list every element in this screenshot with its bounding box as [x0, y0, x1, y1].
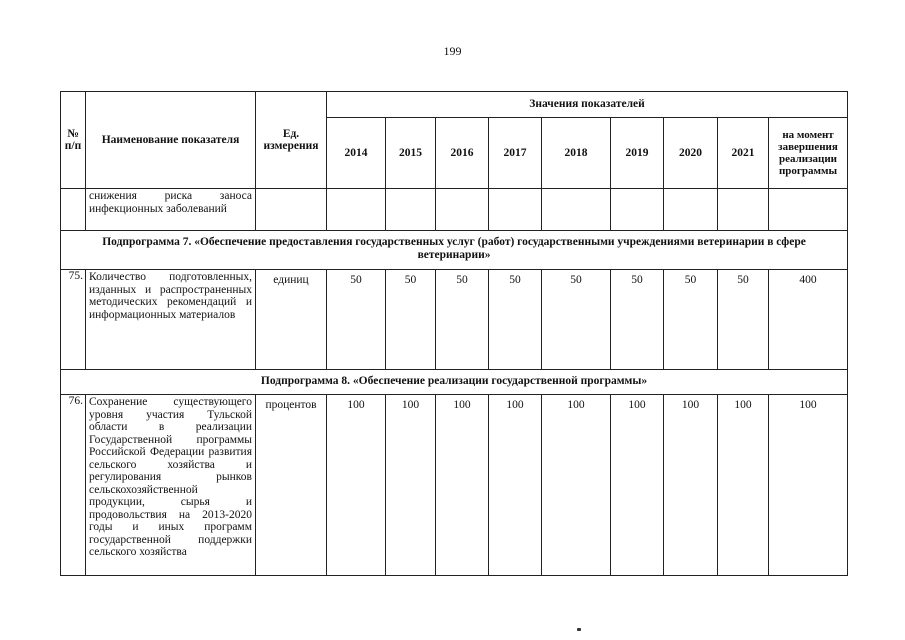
header-year: 2014: [327, 118, 386, 189]
header-unit: Ед. измерения: [256, 92, 327, 189]
subprogram-title: Подпрограмма 7. «Обеспечение предоставления государственных услуг (работ) государственными учреждениями ветеринарии в сфере ветеринарии»: [61, 231, 848, 270]
cell-value: 50: [611, 270, 664, 370]
header-num: № п/п: [61, 92, 86, 189]
scan-artifact: [577, 628, 581, 631]
table-row: [61, 395, 848, 576]
cell-value: [327, 189, 386, 231]
header-row-top: [61, 92, 848, 118]
header-year: 2019: [611, 118, 664, 189]
cell-value: 50: [489, 270, 542, 370]
header-final: на момент завершения реализации программы: [769, 118, 848, 189]
cell-name: Количество подготовленных, изданных и распространенных методических рекомендаций и информационных материалов: [86, 270, 256, 370]
cell-final: 100: [769, 395, 848, 576]
cell-value: [664, 189, 718, 231]
cell-value: 100: [436, 395, 489, 576]
cell-value: [718, 189, 769, 231]
cell-num: 76.: [61, 395, 86, 576]
cell-final: [769, 189, 848, 231]
cell-value: 50: [542, 270, 611, 370]
cell-value: 50: [386, 270, 436, 370]
header-year: 2015: [386, 118, 436, 189]
cell-value: 50: [436, 270, 489, 370]
cell-name: Сохранение существующего уровня участия Тульской области в реализации Государственной программы Российской Федерации развития сельского хозяйства и регулирования рынков сельскохозяйственной продукции, сырья и продовольствия на 2013-2020 годы и иных программ государственной поддержки сельского хозяйства: [86, 395, 256, 576]
cell-value: [386, 189, 436, 231]
cell-value: 50: [718, 270, 769, 370]
cell-name: снижения риска заноса инфекционных заболеваний: [86, 189, 256, 231]
cell-value: 100: [718, 395, 769, 576]
header-year: 2021: [718, 118, 769, 189]
cell-value: [436, 189, 489, 231]
cell-final: 400: [769, 270, 848, 370]
indicators-table: [60, 91, 848, 576]
cell-value: 50: [327, 270, 386, 370]
header-year: 2018: [542, 118, 611, 189]
cell-value: 100: [386, 395, 436, 576]
cell-num: 75.: [61, 270, 86, 370]
cell-value: [611, 189, 664, 231]
subprogram-title: Подпрограмма 8. «Обеспечение реализации государственной программы»: [61, 370, 848, 395]
cell-unit: единиц: [256, 270, 327, 370]
cell-value: 100: [542, 395, 611, 576]
cell-value: 50: [664, 270, 718, 370]
header-values-group: Значения показателей: [327, 92, 848, 118]
cell-value: 100: [664, 395, 718, 576]
cell-value: [489, 189, 542, 231]
cell-num: [61, 189, 86, 231]
subprogram-row: [61, 370, 848, 395]
table-row: [61, 270, 848, 370]
cell-value: 100: [611, 395, 664, 576]
header-name: Наименование показателя: [86, 92, 256, 189]
header-year: 2017: [489, 118, 542, 189]
subprogram-row: [61, 231, 848, 270]
cell-value: 100: [327, 395, 386, 576]
cell-value: [542, 189, 611, 231]
header-year: 2020: [664, 118, 718, 189]
cell-value: 100: [489, 395, 542, 576]
page-number: 199: [443, 44, 462, 58]
table-row: [61, 189, 848, 231]
header-year: 2016: [436, 118, 489, 189]
cell-unit: [256, 189, 327, 231]
cell-unit: процентов: [256, 395, 327, 576]
